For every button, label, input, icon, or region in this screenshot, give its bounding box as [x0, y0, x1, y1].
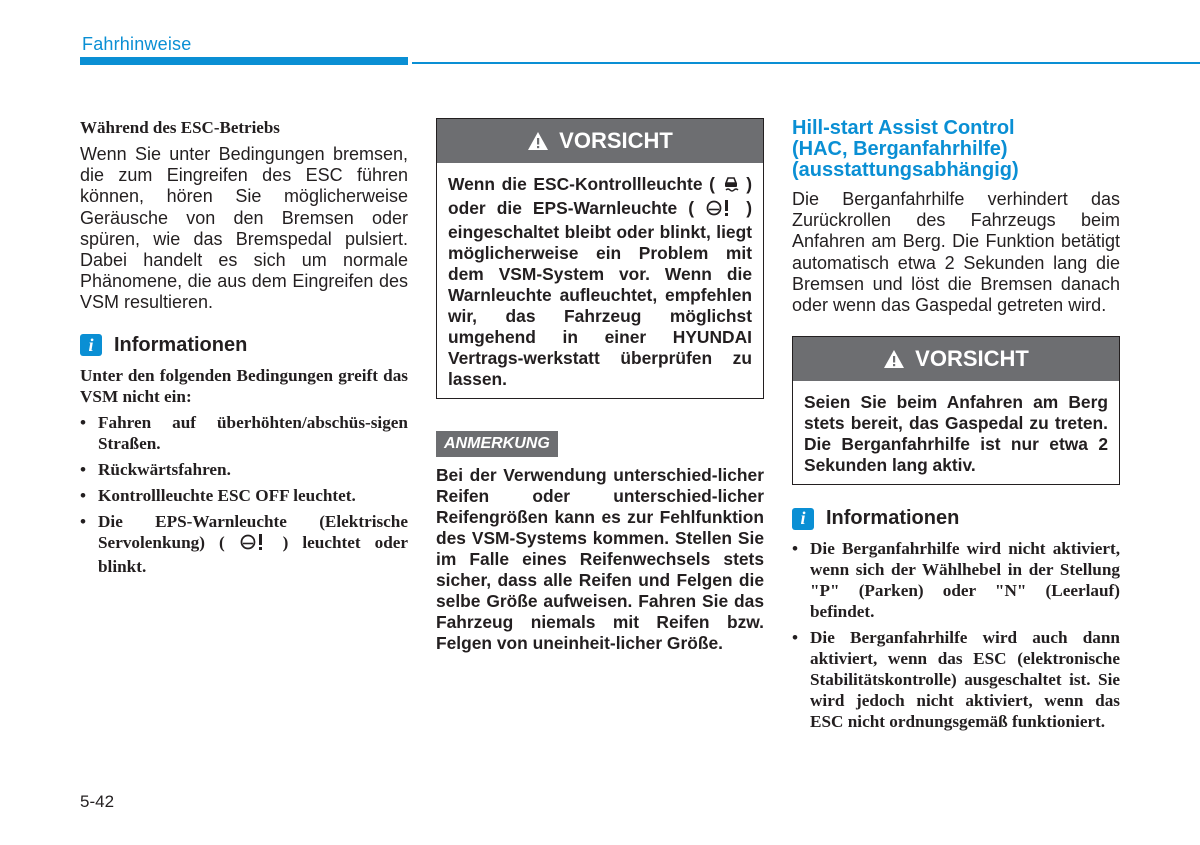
info-heading	[792, 507, 1120, 530]
anmerkung-text: Bei der Verwendung unterschied-licher Reifen oder unterschied-licher Reifengrößen kann es zur Fehlfunktion des VSM-Systems kommen. Stellen Sie im Falle eines Reifenwechsels stets sicher, dass alle Reifen und Felgen die selbe Größe aufweisen. Fahren Sie das Fahrzeug niemals mit Reifen bzw. Felgen von uneinheit-licher Größe.	[436, 465, 764, 653]
caution-body	[437, 163, 763, 398]
list-item: • Kontrollleuchte ESC OFF leuchtet.	[80, 485, 408, 506]
page-number: 5-42	[80, 792, 115, 811]
column-right	[792, 118, 1120, 737]
list-item: • Die Berganfahrhilfe wird auch dann aktiviert, wenn das ESC (elektronische Stabilitätskontrolle) ausgeschaltet ist. Sie wird jedoch nicht aktiviert, wenn das ESC nicht ordnungsgemäß funktioniert.	[792, 627, 1120, 732]
warning-triangle-icon	[527, 131, 549, 151]
caution-box-hac	[792, 336, 1120, 485]
hac-title-line: (ausstattungsabhängig)	[792, 159, 1019, 181]
caution-box-vsm	[436, 118, 764, 399]
header-rule-thick	[80, 57, 408, 65]
caution-label: VORSICHT	[559, 128, 673, 153]
list-item	[80, 511, 408, 577]
hac-info-list	[792, 538, 1120, 732]
caution-body: Seien Sie beim Anfahren am Berg stets bereit, das Gaspedal zu treten. Die Berganfahrhilfe ist nur etwa 2 Sekunden lang aktiv.	[804, 392, 1108, 476]
caution-text-2: ) oder die EPS-Warnleuchte (	[448, 174, 752, 218]
column-middle	[436, 118, 764, 654]
caution-header	[437, 119, 763, 163]
eps-steering-warning-icon	[705, 199, 735, 222]
hac-title-line: (HAC, Berganfahrhilfe)	[792, 138, 1008, 160]
esc-subheading: Während des ESC-Betriebs	[80, 118, 280, 137]
info-heading	[80, 334, 408, 357]
column-left	[80, 118, 408, 582]
caution-text-3: ) eingeschaltet bleibt oder blinkt, liegt möglicherweise ein Problem mit dem VSM-System vor. Wenn die Warnleuchte aufleuchtet, empfehlen wir, das Fahrzeug möglichst umgehend in einer HYUNDAI Vertrags-werkstatt überprüfen zu lassen.	[448, 198, 752, 389]
info-label: Informationen	[114, 333, 248, 356]
section-header: Fahrhinweise	[82, 34, 192, 54]
hac-paragraph: Die Berganfahrhilfe verhindert das Zurückrollen des Fahrzeugs beim Anfahren am Berg. Die Funktion betätigt automatisch etwa 2 Sekunden lang die Bremsen und löst die Bremsen danach oder wenn das Gaspedal getreten wird.	[792, 189, 1120, 316]
caution-text-1: Wenn die ESC-Kontrollleuchte (	[448, 174, 715, 194]
bullet4-text-a: Die EPS-Warnleuchte (Elektrische Servolenkung) (	[98, 511, 408, 552]
hac-title	[792, 118, 1120, 181]
bullet4-text-b: ) leuchtet oder blinkt.	[98, 532, 409, 576]
list-item: • Rückwärtsfahren.	[80, 459, 408, 480]
anmerkung-tag: ANMERKUNG	[436, 431, 558, 457]
header-rule-thin	[412, 62, 1200, 64]
esc-car-icon	[722, 175, 740, 198]
caution-label: VORSICHT	[915, 346, 1029, 372]
info-icon: i	[80, 334, 102, 356]
info-icon: i	[792, 508, 814, 530]
hac-title-line: Hill-start Assist Control	[792, 117, 1015, 139]
info-intro: Unter den folgenden Bedingungen greift das VSM nicht ein:	[80, 365, 408, 406]
list-item: • Die Berganfahrhilfe wird nicht aktiviert, wenn sich der Wählhebel in der Stellung "P" (Parken) oder "N" (Leerlauf) befindet.	[792, 538, 1120, 622]
eps-steering-warning-icon	[239, 533, 269, 556]
warning-triangle-icon	[883, 349, 905, 369]
list-item: • Fahren auf überhöhten/abschüs-sigen Straßen.	[80, 412, 408, 454]
vsm-conditions-list	[80, 412, 408, 577]
esc-paragraph: Wenn Sie unter Bedingungen bremsen, die zum Eingreifen des ESC führen können, hören Sie möglicherweise Geräusche von den Bremsen oder spüren, wie das Bremspedal pulsiert. Dabei handelt es sich um normale Phänomene, die aus dem Eingreifen des VSM resultieren.	[80, 144, 408, 313]
caution-header	[793, 337, 1119, 381]
info-label: Informationen	[826, 507, 960, 530]
